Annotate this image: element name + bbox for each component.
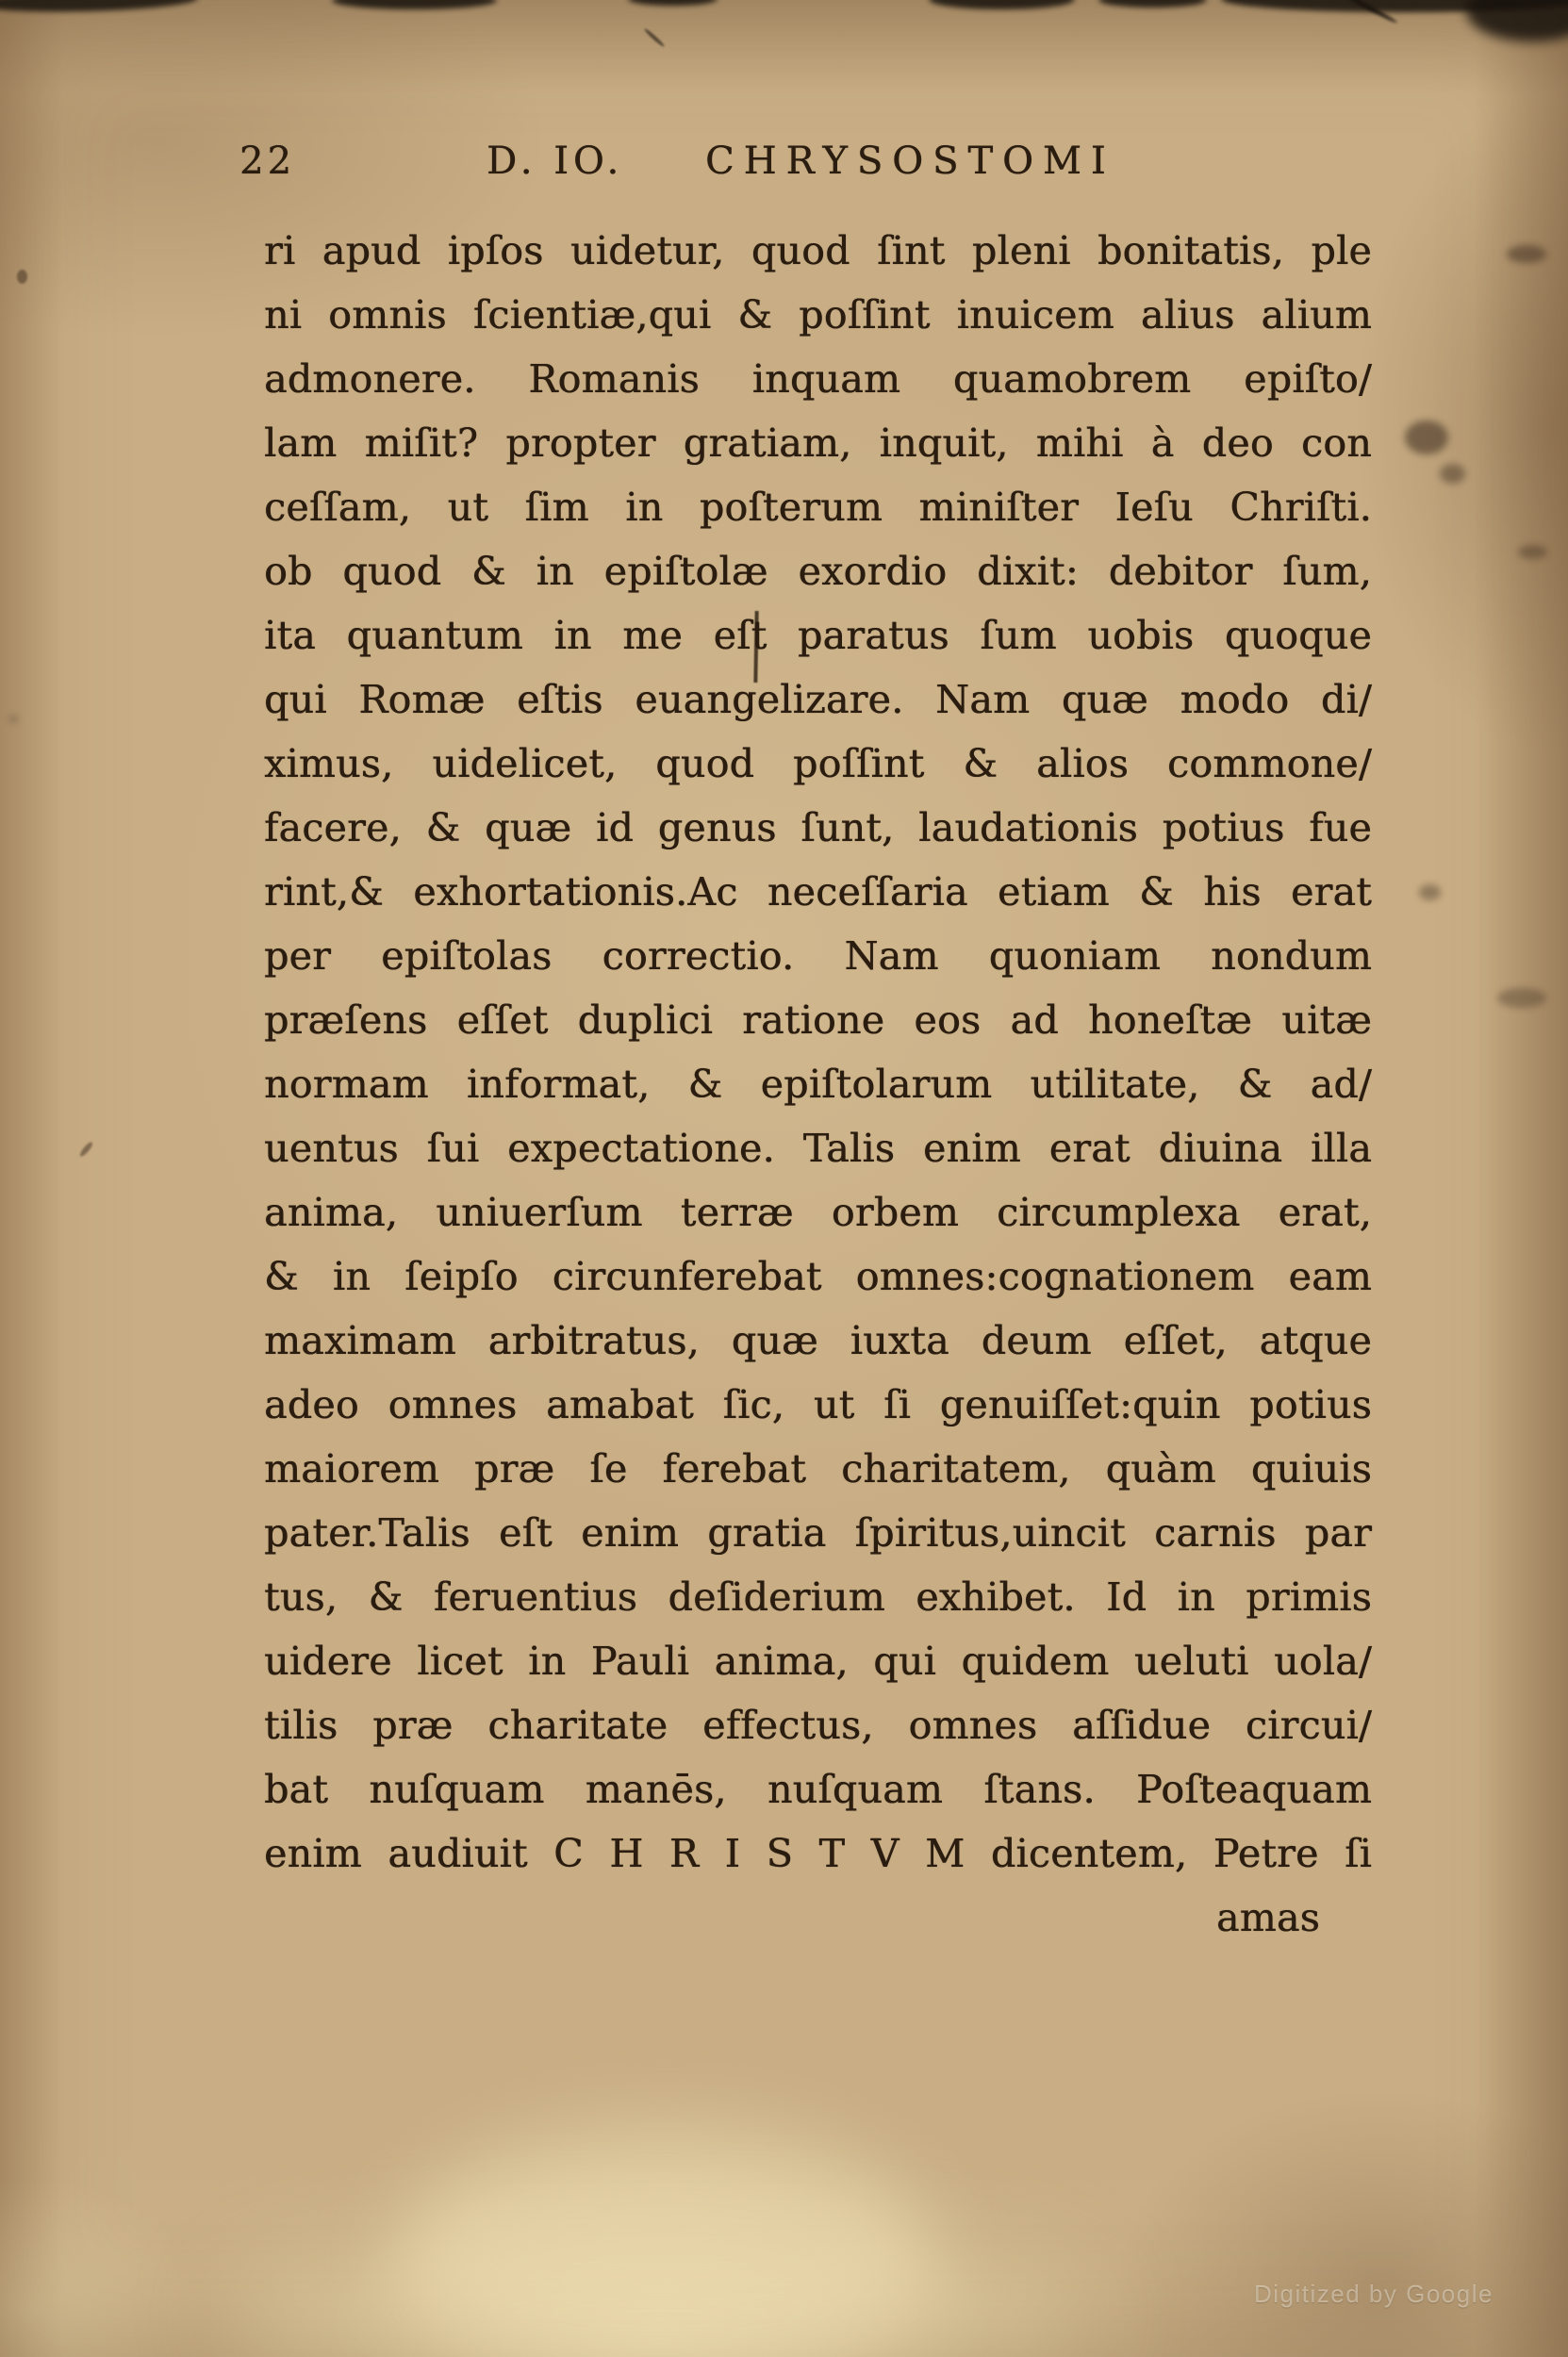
text-line: maximam arbitratus, quæ iuxta deum eſſet, atque [264,1318,1372,1363]
foxing-spot [17,270,27,284]
catchword-line: amas [1215,1895,1320,1940]
text-line: tus, & feruentius deſiderium exhibet. Id in primis [264,1574,1372,1620]
text-line: qui Romæ eſtis euangelizare. Nam quæ modo di/ [264,677,1372,722]
scan-edge-smudge [0,0,198,14]
text-line: tilis præ charitate effectus, omnes aſſidue circui/ [264,1703,1372,1748]
text-line: adeo omnes amabat ſic, ut ſi genuiſſet:quin potius [264,1382,1372,1427]
scan-edge-smudge [332,0,497,9]
foxing-spot [9,715,18,723]
text-line: admonere. Romanis inquam quamobrem epiſto/ [264,356,1372,402]
scan-edge-smudge [929,0,1075,9]
text-line: ni omnis ſcientiæ,qui & poſſint inuicem alius alium [264,292,1372,338]
text-line: pater.Talis eſt enim gratia ſpiritus,uincit carnis par [264,1510,1372,1556]
foxing-spot [1405,420,1448,454]
text-line: lam miſit? propter gratiam, inquit, mihi à deo con [264,420,1372,466]
scan-edge-smudge [1098,0,1207,8]
foxing-spot [1440,464,1465,484]
foxing-spot [1507,245,1546,263]
text-line: maiorem præ ſe ferebat charitatem, quàm quiuis [264,1446,1372,1492]
text-line: uidere licet in Pauli anima, qui quidem ueluti uola/ [264,1639,1372,1684]
foxing-spot [78,1141,94,1158]
scan-corner-smudge [1466,0,1568,41]
text-line: ita quantum in me eſt paratus ſum uobis quoque [264,613,1372,658]
text-line: bat nuſquam manēs, nuſquam ſtans. Poſteaquam [264,1767,1372,1812]
running-header-title: CHRYSOSTOMI [705,140,1115,183]
scan-edge-smudge [628,0,718,6]
foxing-spot [1497,988,1546,1008]
text-line: per epiſtolas correctio. Nam quoniam nondum [264,933,1372,979]
text-line: rint,& exhortationis.Ac neceſſaria etiam & his erat [264,869,1372,915]
text-line: & in ſeipſo circunferebat omnes:cognationem eam [264,1254,1372,1299]
page-number: 22 [239,140,295,183]
text-line: normam informat, & epiſtolarum utilitate, & ad/ [264,1062,1372,1107]
text-line: ob quod & in epiſtolæ exordio dixit: debitor ſum, [264,549,1372,594]
text-line: ceſſam, ut ſim in poſterum miniſter Ieſu Chriſti. [264,485,1372,530]
text-block [264,219,1372,1950]
text-line: anima, uniuerſum terræ orbem circumplexa erat, [264,1190,1372,1235]
digitization-watermark: Digitized by Google [1254,2280,1494,2308]
text-line: enim audiuit C H R I S T V M dicentem, Petre ſi [264,1831,1372,1876]
text-line: præſens eſſet duplici ratione eos ad honeſtæ uitæ [264,997,1372,1043]
foxing-spot [1518,545,1547,559]
text-line: ri apud ipſos uidetur, quod ſint pleni bonitatis, ple [264,228,1372,273]
running-header-abbrev: D. IO. [487,140,624,183]
foxing-spot [1419,884,1441,900]
text-line: ximus, uidelicet, quod poſſint & alios commone/ [264,741,1372,786]
paper-stain [226,2234,1094,2357]
text-line: facere, & quæ id genus ſunt, laudationis potius fue [264,805,1372,850]
scan-scratch-mark [643,27,665,48]
text-line: uentus ſui expectatione. Talis enim erat diuina illa [264,1126,1372,1171]
